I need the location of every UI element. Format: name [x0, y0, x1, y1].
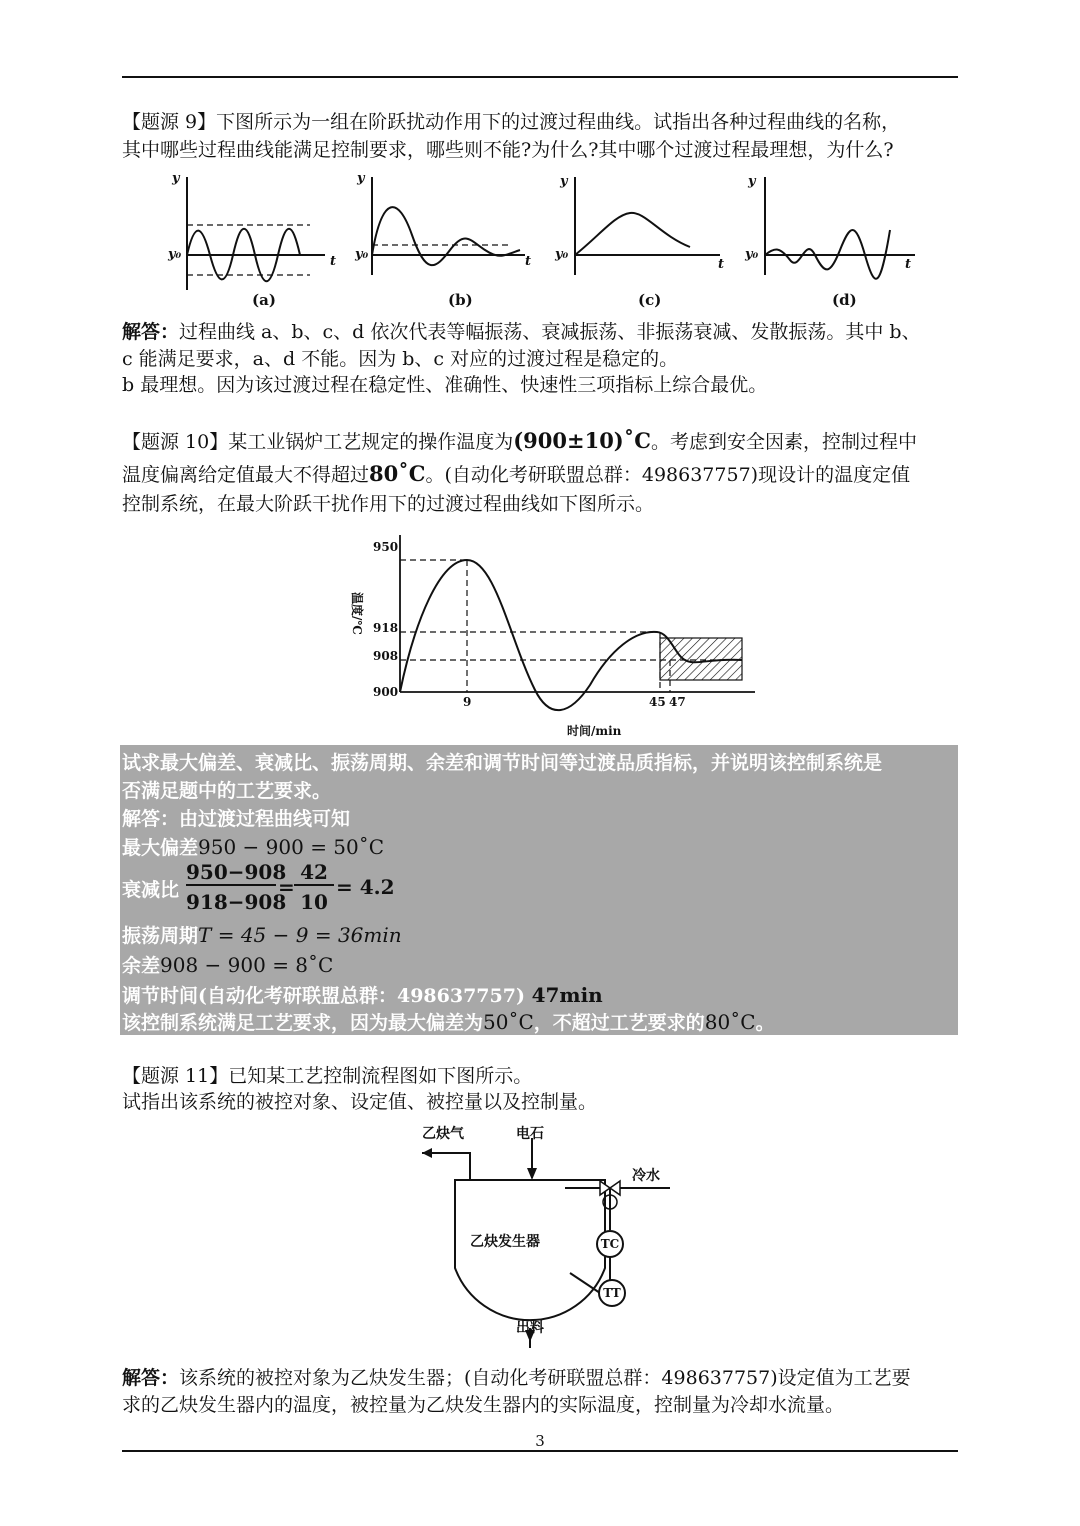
q10-temp-spec: (900±10)˚C	[513, 428, 651, 453]
hl-line1: 试求最大偏差、衰减比、振荡周期、余差和调节时间等过渡品质指标，并说明该控制系统是	[122, 752, 883, 774]
xtick-47: 47	[669, 695, 686, 709]
q11-title-line1: 【题源 11】已知某工艺控制流程图如下图所示。	[122, 1065, 533, 1087]
footer-rule	[122, 1450, 958, 1452]
q10-highlighted-answer: 试求最大偏差、衰减比、振荡周期、余差和调节时间等过渡品质指标，并说明该控制系统是 否满足题中的工艺要求。 解答：由过渡过程曲线可知 最大偏差950 − 900 = 50˚C 衰减比 950−908 918−908 = 42 10 = 4.2 振荡周期T = 45 − 9 = 36min 余差908 − 900 = 8˚C 调节时间(自动化考研联盟总群：498637757) 47min 该控制系统满足工艺要求，因为最大偏差为50˚C，不超过工艺要求的80˚C。	[120, 745, 958, 1035]
q11-answer-label: 解答：	[122, 1367, 180, 1389]
fig-b-t-label: t	[525, 254, 532, 269]
fig-c-t-label: t	[718, 257, 725, 272]
q9-answer-line1	[122, 318, 962, 346]
q10-title-1a: 【题源 10】某工业锅炉工艺规定的操作温度为	[122, 431, 514, 453]
generator-vessel	[455, 1180, 605, 1320]
xtick-9: 9	[463, 695, 472, 709]
settle-label: 调节时间(自动化考研联盟总群：498637757)	[122, 985, 525, 1007]
offset-label: 余差	[122, 955, 161, 977]
label-discharge: 出料	[516, 1320, 544, 1336]
fig-a-caption: (a)	[252, 291, 276, 309]
fig-d-t-label: t	[905, 257, 912, 272]
q10-title-2c: 。(自动化考研联盟总群：498637757)现设计的温度定值	[425, 464, 911, 486]
hl-line2: 否满足题中的工艺要求。	[122, 780, 332, 802]
decay-den2: 10	[300, 890, 328, 914]
q11-answer-line1	[122, 1364, 962, 1392]
fig-b-y-label: y	[357, 171, 365, 186]
q10-title-1c: 。考虑到安全因素，控制过程中	[650, 431, 917, 453]
decay-num1: 950−908	[186, 860, 287, 884]
fig-d-y0-label: y₀	[745, 247, 759, 262]
header-rule	[122, 76, 958, 78]
period-label: 振荡周期	[122, 925, 199, 947]
label-generator: 乙炔发生器	[470, 1234, 540, 1250]
settle-value: 47min	[531, 983, 603, 1007]
decay-num2: 42	[294, 860, 334, 886]
q10-max-deviation-spec: 80˚C	[369, 461, 426, 486]
label-cold-water: 冷水	[632, 1168, 660, 1184]
label-tc: TC	[600, 1237, 620, 1251]
ytick-908: 908	[373, 649, 399, 663]
fig-d-y-label: y	[748, 174, 756, 189]
hl-line3: 解答：由过渡过程曲线可知	[122, 808, 351, 830]
label-tt: TT	[603, 1286, 621, 1300]
q11-title-line2: 试指出该系统的被控对象、设定值、被控量以及控制量。	[122, 1091, 598, 1113]
page-number: 3	[535, 1432, 545, 1450]
conclusion-b: 50˚C	[483, 1010, 534, 1034]
fig-b-caption: (b)	[448, 291, 473, 309]
fig-a-y-label: y	[172, 171, 180, 186]
max-deviation-expr: 950 − 900 = 50˚C	[198, 835, 385, 859]
q9-transient-curves-figure	[150, 165, 930, 315]
max-deviation-label: 最大偏差	[122, 837, 199, 859]
conclusion-e: 。	[755, 1012, 775, 1034]
q10-title-2a: 温度偏离给定值最大不得超过	[122, 464, 370, 486]
fig-c-y-label: y	[560, 174, 568, 189]
decay-ratio-label: 衰减比	[122, 879, 180, 901]
ytick-950: 950	[373, 540, 399, 554]
fig-c-y0-label: y₀	[555, 247, 569, 262]
q11-answer-line2: 求的乙炔发生器内的温度，被控量为乙炔发生器内的实际温度，控制量为冷却水流量。	[122, 1394, 845, 1416]
q9-title-line2: 其中哪些过程曲线能满足控制要求，哪些则不能?为什么?其中哪个过渡过程最理想，为什么?	[122, 139, 894, 161]
xtick-45: 45	[649, 695, 666, 709]
label-carbide: 电石	[516, 1126, 544, 1142]
fig-b-y0-label: y₀	[355, 247, 369, 262]
period-row	[122, 921, 402, 948]
ytick-900: 900	[373, 685, 399, 699]
decay-result: = 4.2	[336, 875, 395, 899]
q9-answer-text1: 过程曲线 a、b、c、d 依次代表等幅振荡、衰减振荡、非振荡衰减、发散振荡。其中 b、	[179, 321, 921, 343]
fig-a-y0-label: y₀	[168, 247, 182, 262]
offset-expr: 908 − 900 = 8˚C	[160, 953, 334, 977]
chart-x-label: 时间/min	[567, 724, 622, 738]
fig-d-caption: (d)	[832, 291, 857, 309]
conclusion-d: 80˚C	[704, 1010, 756, 1034]
q11-process-flow-diagram	[410, 1118, 680, 1348]
period-expr: T = 45 − 9 = 36min	[198, 923, 402, 947]
settle-row	[122, 981, 603, 1008]
label-acetylene: 乙炔气	[422, 1126, 464, 1142]
q10-title-line2	[122, 460, 962, 489]
q11-answer-text1: 该系统的被控对象为乙炔发生器；(自动化考研联盟总群：498637757)设定值为工艺要	[179, 1367, 911, 1389]
decay-den1: 918−908	[186, 890, 287, 914]
q10-title-line3: 控制系统，在最大阶跃干扰作用下的过渡过程曲线如下图所示。	[122, 493, 655, 515]
ytick-918: 918	[373, 621, 399, 635]
q9-title-line1: 【题源 9】下图所示为一组在阶跃扰动作用下的过渡过程曲线。试指出各种过程曲线的名称，	[122, 111, 901, 133]
q10-title-line1	[122, 427, 962, 456]
q10-temperature-curve-chart	[335, 520, 765, 742]
q9-answer-line3: b 最理想。因为该过渡过程在稳定性、准确性、快速性三项指标上综合最优。	[122, 374, 768, 396]
max-deviation-row	[122, 833, 384, 860]
temperature-curve	[400, 560, 742, 710]
fig-c-caption: (c)	[638, 291, 662, 309]
conclusion-c: ，不超过工艺要求的	[533, 1012, 705, 1034]
conclusion-row	[122, 1008, 775, 1035]
q9-answer-line2: c 能满足要求，a、d 不能。因为 b、c 对应的过渡过程是稳定的。	[122, 348, 679, 370]
chart-y-label: 温度/℃	[350, 592, 364, 635]
q9-answer-label: 解答：	[122, 321, 180, 343]
offset-row	[122, 951, 333, 978]
conclusion-a: 该控制系统满足工艺要求，因为最大偏差为	[122, 1012, 484, 1034]
acetylene-pipe	[422, 1153, 470, 1180]
fig-a-t-label: t	[330, 254, 337, 269]
